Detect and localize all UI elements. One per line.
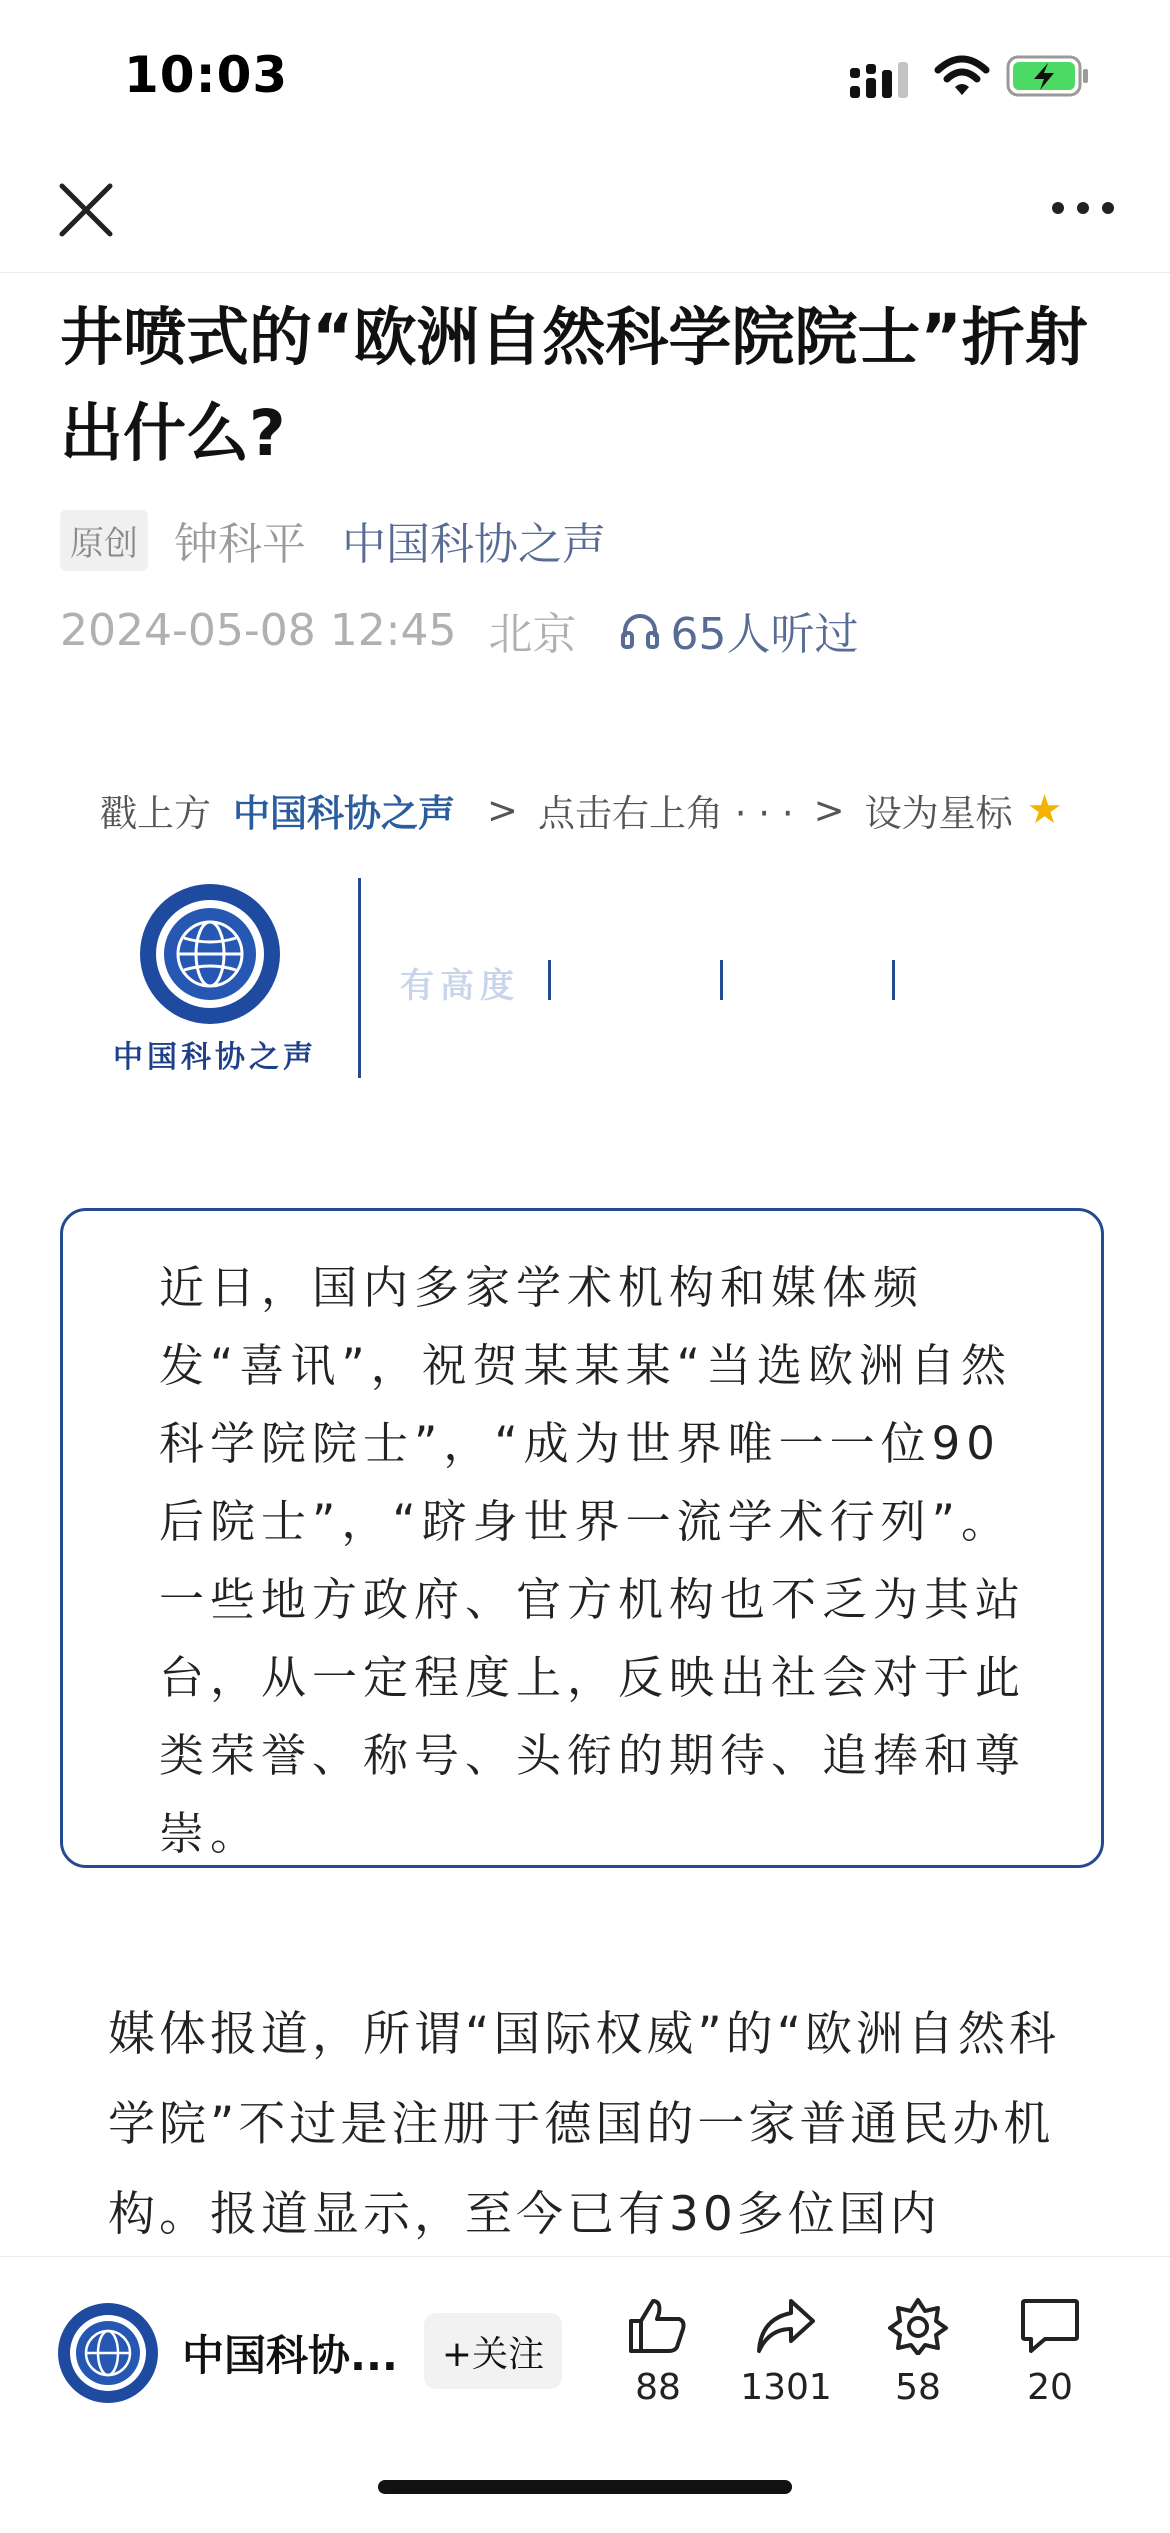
comment-icon [1019, 2297, 1081, 2355]
banner-divider [358, 878, 361, 1078]
recommend-count: 58 [895, 2367, 941, 2408]
battery-charging-icon [1006, 55, 1090, 97]
publish-info [60, 600, 859, 660]
thumbs-up-icon [627, 2297, 689, 2355]
status-time: 10:03 [124, 46, 289, 104]
publish-location: 北京 [488, 609, 577, 660]
flower-icon [887, 2297, 949, 2355]
hint-prefix: 戳上方 [100, 792, 211, 835]
banner-divider [548, 960, 551, 1000]
listen-button[interactable] [619, 598, 859, 662]
banner-divider [720, 960, 723, 1000]
nav-bar [0, 150, 1170, 273]
publish-date: 2024-05-08 12:45 [60, 604, 457, 656]
hint-separator: > [813, 788, 845, 832]
cast-emblem-icon [136, 880, 284, 1028]
author-name: 钟科平 [174, 519, 306, 570]
like-button[interactable] [598, 2297, 718, 2408]
article-paragraph: 媒体报道，所谓“国际权威”的“欧洲自然科学院”不过是注册于德国的一家普通民办机构。报道显示，至今已有30多位国内 [108, 2007, 1061, 2242]
hint-separator: > [487, 788, 519, 832]
signal-icon [850, 60, 916, 100]
share-button[interactable] [726, 2297, 846, 2408]
summary-text: 近日，国内多家学术机构和媒体频发“喜讯”，祝贺某某某“当选欧洲自然科学院院士”，“成为世界唯一一位90后院士”，“跻身世界一流学术行列”。一些地方政府、官方机构也不乏为其站台，从一定程度上，反映出社会对于此类荣誉、称号、头衔的期待、追捧和尊崇。 [159, 1261, 1027, 1860]
account-link[interactable]: 中国科协之声 [342, 519, 606, 570]
share-count: 1301 [740, 2367, 832, 2408]
like-count: 88 [635, 2367, 681, 2408]
article-title: 井喷式的“欧洲自然科学院院士”折射出什么? [60, 301, 1088, 470]
star-icon: ★ [1026, 787, 1063, 833]
status-bar [0, 0, 1170, 150]
hint-middle: 点击右上角 · · · [538, 792, 794, 835]
more-options-icon[interactable] [1048, 188, 1118, 228]
comment-count: 20 [1027, 2367, 1073, 2408]
hint-end: 设为星标 [864, 792, 1013, 835]
share-icon [755, 2297, 817, 2355]
follow-button[interactable]: +关注 [424, 2313, 562, 2389]
wifi-icon [934, 54, 990, 98]
recommend-button[interactable] [858, 2297, 978, 2408]
headphones-icon [619, 609, 661, 651]
hint-account: 中国科协之声 [233, 792, 455, 835]
summary-box [60, 1208, 1104, 1868]
listen-count: 65人听过 [670, 609, 859, 660]
original-badge: 原创 [60, 510, 148, 571]
logo-text: 中国科协之声 [113, 1040, 317, 1075]
follow-hint [100, 782, 1062, 838]
close-icon[interactable] [56, 180, 116, 240]
banner-slogan: 有高度 [400, 966, 520, 1006]
article-meta [60, 510, 606, 570]
cast-logo [100, 880, 330, 1080]
account-avatar[interactable] [56, 2301, 160, 2405]
home-indicator [378, 2480, 792, 2494]
account-name[interactable]: 中国科协... [182, 2331, 398, 2380]
banner-divider [892, 960, 895, 1000]
comment-button[interactable] [990, 2297, 1110, 2408]
